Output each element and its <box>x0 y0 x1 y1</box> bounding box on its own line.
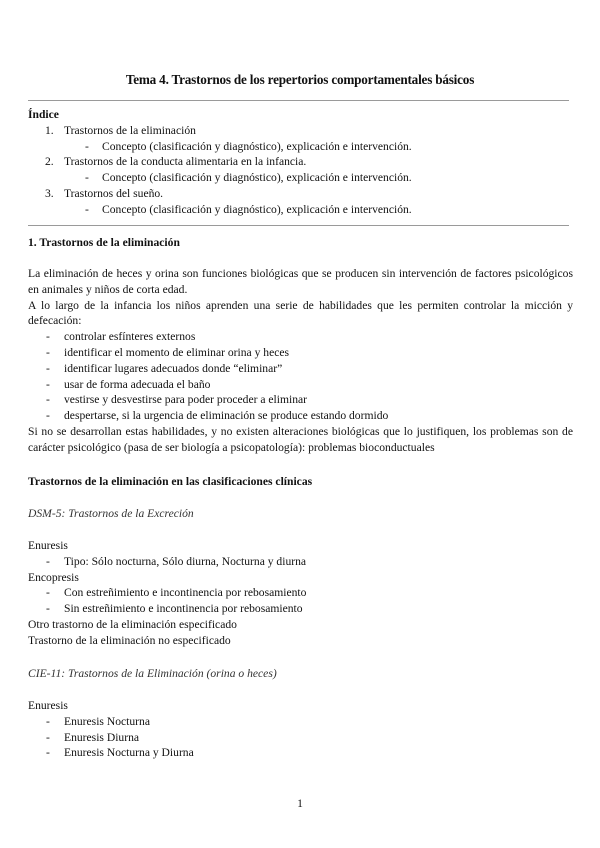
index-item-number: 2. <box>45 155 54 169</box>
dsm-list <box>28 538 573 649</box>
list-item <box>28 601 573 617</box>
cie-block <box>28 666 573 682</box>
index-item <box>28 186 573 202</box>
index-subitem <box>28 170 573 186</box>
dash-bullet: - <box>46 361 50 375</box>
title-divider <box>28 100 569 101</box>
dash-bullet: - <box>46 586 50 600</box>
list-item <box>28 745 573 761</box>
category-label: Encopresis <box>28 570 79 584</box>
index-item-label: Trastornos de la conducta alimentaria en la infancia. <box>64 155 307 169</box>
dash-bullet: - <box>46 393 50 407</box>
dash-bullet: - <box>46 714 50 728</box>
dash-bullet: - <box>46 746 50 760</box>
dash-bullet: - <box>46 730 50 744</box>
index-section <box>28 107 573 218</box>
list-item <box>28 408 573 424</box>
page-number: 1 <box>297 797 303 810</box>
list-item <box>28 345 573 361</box>
index-heading: Índice <box>28 108 59 121</box>
list-item-text: vestirse y desvestirse para poder proceder a eliminar <box>64 393 308 407</box>
list-item-text: Enuresis Diurna <box>64 730 140 744</box>
dash-bullet: - <box>46 602 50 616</box>
section-1 <box>28 235 573 251</box>
list-item-text: identificar el momento de eliminar orina y heces <box>64 345 290 359</box>
list-item <box>28 392 573 408</box>
index-item-number: 3. <box>45 186 54 200</box>
list-item <box>28 585 573 601</box>
category-label: Enuresis <box>28 539 68 552</box>
category-label: Otro trastorno de la eliminación especificado <box>28 617 237 631</box>
dash-bullet: - <box>85 202 89 216</box>
list-item-text: despertarse, si la urgencia de eliminación se produce estando dormido <box>64 409 389 423</box>
list-item-text: controlar esfínteres externos <box>64 330 196 344</box>
cie-heading: CIE-11: Trastornos de la Eliminación (orina o heces) <box>28 667 277 680</box>
list-item <box>28 361 573 377</box>
dash-bullet: - <box>46 377 50 391</box>
index-subitem <box>28 139 573 155</box>
list-item <box>28 714 573 730</box>
cie-list <box>28 698 573 761</box>
index-subitem-label: Concepto (clasificación y diagnóstico), explicación e intervención. <box>102 171 412 185</box>
index-item-number: 1. <box>45 123 54 137</box>
list-item <box>28 554 573 570</box>
list-item-text: Sin estreñimiento e incontinencia por rebosamiento <box>64 602 303 616</box>
index-item <box>28 123 573 139</box>
dsm-block <box>28 506 573 522</box>
index-item-label: Trastornos del sueño. <box>64 186 164 200</box>
list-item-text: Con estreñimiento e incontinencia por rebosamiento <box>64 586 307 600</box>
index-item-label: Trastornos de la eliminación <box>64 123 196 137</box>
index-subitem-label: Concepto (clasificación y diagnóstico), explicación e intervención. <box>102 202 412 216</box>
index-subitem-label: Concepto (clasificación y diagnóstico), explicación e intervención. <box>102 139 412 153</box>
list-item-text: usar de forma adecuada el baño <box>64 377 211 391</box>
dash-bullet: - <box>46 345 50 359</box>
dash-bullet: - <box>85 139 89 153</box>
list-item <box>28 730 573 746</box>
dash-bullet: - <box>46 409 50 423</box>
list-item-text: Enuresis Nocturna <box>64 714 150 728</box>
section-1-body <box>28 266 573 456</box>
subsection-heading: Trastornos de la eliminación en las clasificaciones clínicas <box>28 475 313 488</box>
paragraph: A lo largo de la infancia los niños aprenden una serie de habilidades que les permiten controlar la micción y defecación: <box>28 298 573 328</box>
list-item <box>28 377 573 393</box>
index-item <box>28 154 573 170</box>
dsm-heading: DSM-5: Trastornos de la Excreción <box>28 507 194 520</box>
dash-bullet: - <box>46 554 50 568</box>
paragraph: Si no se desarrollan estas habilidades, y no existen alteraciones biológicas que lo justifiquen, los problemas son de carácter psicológico (pasa de ser biología a psicopatología): problemas bioconductuales <box>28 424 573 454</box>
section-heading: 1. Trastornos de la eliminación <box>28 236 180 249</box>
dash-bullet: - <box>85 171 89 185</box>
category-label: Trastorno de la eliminación no especificado <box>28 633 231 647</box>
index-subitem <box>28 202 573 218</box>
list-item <box>28 329 573 345</box>
index-divider <box>28 225 569 226</box>
list-item-text: Enuresis Nocturna y Diurna <box>64 746 194 760</box>
list-item-text: identificar lugares adecuados donde “eliminar” <box>64 361 283 375</box>
list-item-text: Tipo: Sólo nocturna, Sólo diurna, Nocturna y diurna <box>64 554 307 568</box>
classification-section <box>28 474 573 490</box>
dash-bullet: - <box>46 330 50 344</box>
paragraph: La eliminación de heces y orina son funciones biológicas que se producen sin intervención de factores psicológicos en animales y niños de corta edad. <box>28 267 573 296</box>
category-label: Enuresis <box>28 699 68 712</box>
document-title: Tema 4. Trastornos de los repertorios comportamentales básicos <box>125 72 475 87</box>
